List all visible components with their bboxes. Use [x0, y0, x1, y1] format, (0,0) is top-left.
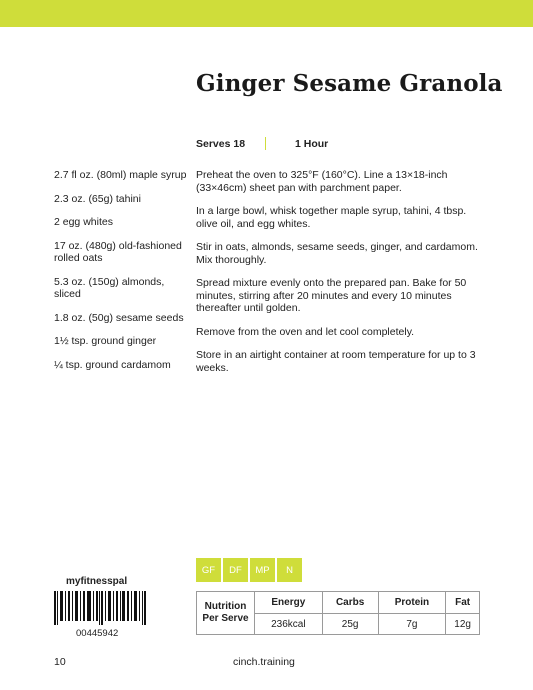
method-step: Remove from the oven and let cool completely. [196, 325, 415, 338]
footer-site: cinch.training [233, 656, 295, 668]
ingredient-item: 1.8 oz. (50g) sesame seeds [54, 311, 184, 324]
nutrition-value-fat: 12g [446, 614, 480, 635]
top-accent-bar [0, 0, 533, 27]
page-number: 10 [54, 656, 66, 668]
method-steps [196, 169, 486, 385]
nutrition-table [196, 591, 480, 635]
ingredient-item: 2.7 fl oz. (80ml) maple syrup [54, 169, 187, 181]
ingredient-item: 1½ tsp. ground ginger [54, 335, 157, 347]
barcode-icon [54, 591, 146, 625]
nutrition-label: Nutrition Per Serve [197, 592, 255, 635]
nutrition-header-energy: Energy [255, 592, 323, 614]
serves-label: Serves 18 [196, 138, 246, 150]
nutrition-value-energy: 236kcal [255, 614, 323, 635]
diet-tag-mp: MP [250, 558, 275, 582]
nutrition-value-carbs: 25g [322, 614, 378, 635]
method-step: Spread mixture evenly onto the prepared pan. Bake for 50 minutes, stirring after 20 minutes and every 10 minutes thereafter until golden. [196, 277, 467, 314]
recipe-title: Ginger Sesame Granola [196, 70, 503, 97]
meta-divider [265, 137, 266, 150]
diet-tag-n: N [277, 558, 302, 582]
diet-tags [196, 558, 302, 582]
brand-name: myfitnesspal [66, 576, 128, 587]
ingredient-item: 2.3 oz. (65g) tahini [54, 192, 141, 205]
ingredient-item: 2 egg whites [54, 216, 113, 228]
time-label: 1 Hour [295, 138, 329, 150]
nutrition-header-protein: Protein [378, 592, 446, 614]
method-step: Stir in oats, almonds, sesame seeds, ginger, and cardamom. Mix thoroughly. [196, 241, 478, 266]
diet-tag-gf: GF [196, 558, 221, 582]
nutrition-header-carbs: Carbs [322, 592, 378, 614]
nutrition-value-protein: 7g [378, 614, 446, 635]
ingredient-item: 17 oz. (480g) old-fashioned rolled oats [54, 239, 182, 264]
ingredient-item: ¼ tsp. ground cardamom [54, 358, 171, 371]
diet-tag-df: DF [223, 558, 248, 582]
method-step: In a large bowl, whisk together maple syrup, tahini, 4 tbsp. olive oil, and egg whites. [196, 205, 467, 230]
method-step: Preheat the oven to 325°F (160°C). Line a 13×18-inch (33×46cm) sheet pan with parchment paper. [196, 169, 448, 194]
ingredients-list [54, 169, 189, 382]
nutrition-header-fat: Fat [446, 592, 480, 614]
barcode-number: 00445942 [76, 628, 119, 639]
ingredient-item: 5.3 oz. (150g) almonds, sliced [54, 275, 165, 300]
method-step: Store in an airtight container at room temperature for up to 3 weeks. [196, 349, 476, 374]
